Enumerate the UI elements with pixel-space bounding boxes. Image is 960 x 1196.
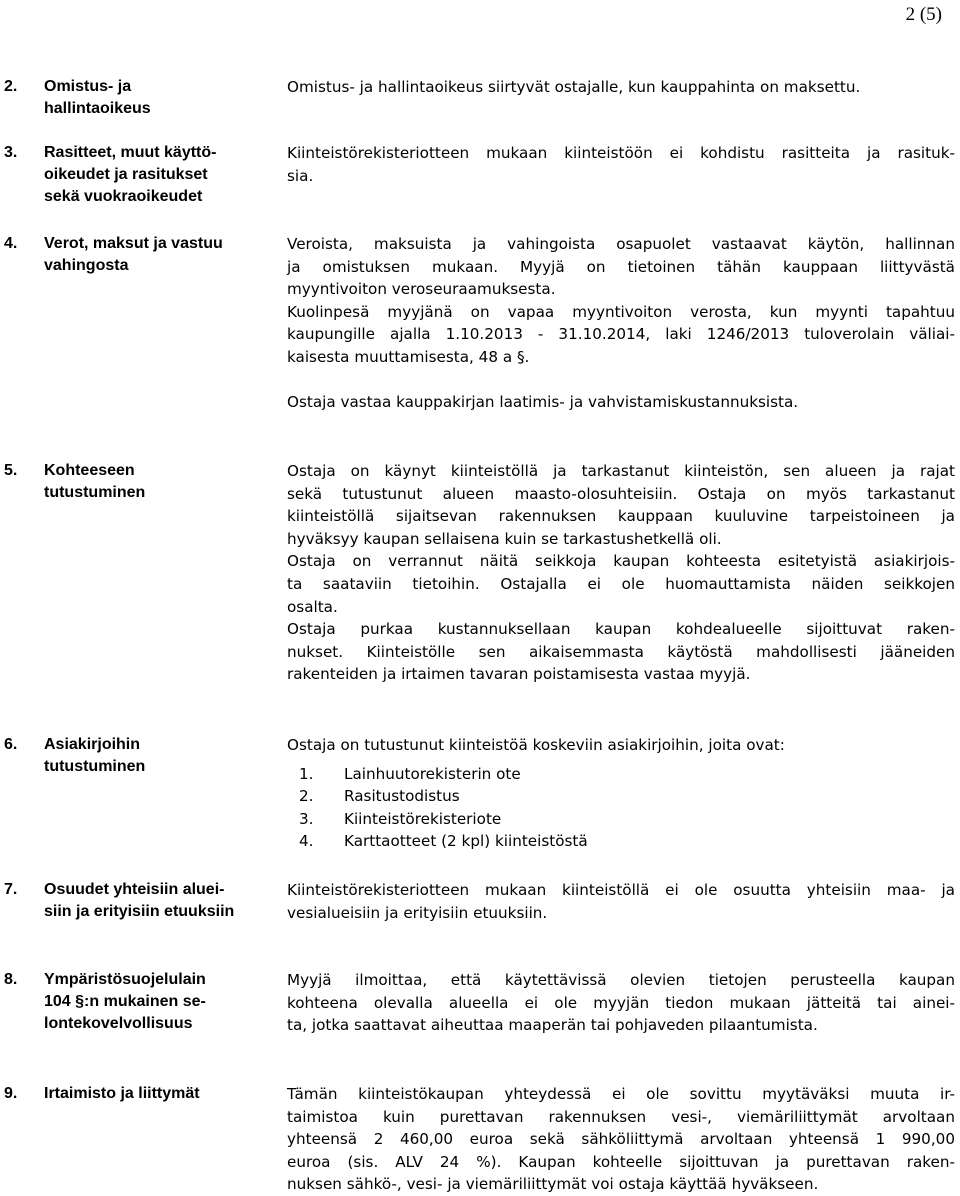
section-heading: Ympäristösuojelulain 104 §:n mukainen se- lontekovelvollisuus bbox=[44, 971, 206, 1032]
section-heading: Omistus- ja hallintaoikeus bbox=[44, 78, 151, 117]
section-body: Ostaja on käynyt kiinteistöllä ja tarkastanut kiinteistön, sen alueen ja rajat sekä tutustunut alueen maasto-olosuhteisiin. Ostaja on myös tarkastanut kiinteistöllä sijaitsevan rakennuksen kauppaan kuuluvine tarpeistoineen ja hyväksyy kaupan sellaisena kuin se tarkastushetkellä oli. Ostaja on verrannut näitä seikkoja kaupan kohteesta esitetyistä asiakirjois- ta saataviin tietoihin. Ostajalla ei ole huomauttamista näiden seikkojen osalta. Ostaja purkaa kustannuksellaan kaupan kohdealueelle sijoittuvat raken- nukset. Kiinteistölle sen aikaisemmasta käytöstä mahdollisesti jääneiden rakenteiden ja irtaimen tavaran poistamisesta vastaa myyjä. bbox=[287, 462, 955, 684]
section-body: Kiinteistörekisteriotteen mukaan kiinteistöön ei kohdistu rasitteita ja rasituk- sia. bbox=[287, 144, 955, 185]
section-number: 7. bbox=[4, 881, 18, 898]
section-number: 8. bbox=[4, 971, 18, 988]
section-heading: Osuudet yhteisiin aluei- siin ja erityisiin etuuksiin bbox=[44, 881, 235, 920]
document-list bbox=[287, 763, 955, 853]
section-body: Myyjä ilmoittaa, että käytettävissä olevien tietojen perusteella kaupan kohteena olevalla alueella ei ole myyjän tiedon mukaan jätteitä tai ainei- ta, jotka saattavat aiheuttaa maaperän tai pohjaveden pilaantumista. bbox=[287, 971, 955, 1035]
section-body: Ostaja on tutustunut kiinteistöä koskeviin asiakirjoihin, joita ovat: 1. Lainhuutorekisterin ote 2. Rasitustodistus 3. Kiinteistörekisteriote 4. Karttaotteet (2 kpl) kiinteistöstä bbox=[287, 734, 955, 853]
section-number: 6. bbox=[4, 736, 18, 753]
section-number: 3. bbox=[4, 144, 18, 161]
list-item: 1. Lainhuutorekisterin ote bbox=[299, 764, 521, 783]
section-heading: Verot, maksut ja vastuu vahingosta bbox=[44, 235, 223, 274]
list-item: 3. Kiinteistörekisteriote bbox=[299, 809, 502, 828]
section-body: Kiinteistörekisteriotteen mukaan kiinteistöllä ei ole osuutta yhteisiin maa- ja vesialueisiin ja erityisiin etuuksiin. bbox=[287, 881, 955, 922]
page-number: 2 (5) bbox=[905, 4, 942, 25]
section-number: 2. bbox=[4, 78, 18, 95]
section-body: Tämän kiinteistökaupan yhteydessä ei ole sovittu myytäväksi muuta ir- taimistoa kuin purettavan rakennuksen vesi-, viemäriliittymät arvoltaan yhteensä 2 460,00 euroa sekä sähköliittymä arvoltaan yhteensä 1 990,00 euroa (sis. ALV 24 %). Kaupan kohteelle sijoittuvan ja purettavan raken- nuksen sähkö-, vesi- ja viemäriliittymät voi ostaja käyttää hyväkseen. bbox=[287, 1085, 955, 1194]
section-number: 4. bbox=[4, 235, 18, 252]
section-heading: Asiakirjoihin tutustuminen bbox=[44, 736, 146, 775]
list-item: 4. Karttaotteet (2 kpl) kiinteistöstä bbox=[299, 832, 588, 851]
list-item: 2. Rasitustodistus bbox=[299, 787, 460, 806]
section-body: Veroista, maksuista ja vahingoista osapuolet vastaavat käytön, hallinnan ja omistuksen mukaan. Myyjä on tietoinen tähän kauppaan liittyvästä myyntivoiton veroseuraamuksesta. Kuolinpesä myyjänä on vapaa myyntivoiton verosta, kun myynti tapahtuu kaupungille ajalla 1.10.2013 - 31.10.2014, laki 1246/2013 tuloverolain väliai- kaisesta muuttamisesta, 48 a §. Ostaja vastaa kauppakirjan laatimis- ja vahvistamiskustannuksista. bbox=[287, 235, 955, 411]
section-heading: Irtaimisto ja liittymät bbox=[44, 1085, 200, 1102]
section-heading: Kohteeseen tutustuminen bbox=[44, 462, 146, 501]
section-number: 5. bbox=[4, 462, 18, 479]
section-body: Omistus- ja hallintaoikeus siirtyvät ostajalle, kun kauppahinta on maksettu. bbox=[287, 78, 861, 96]
section-number: 9. bbox=[4, 1085, 18, 1102]
section-heading: Rasitteet, muut käyttö- oikeudet ja rasitukset sekä vuokraoikeudet bbox=[44, 144, 217, 205]
